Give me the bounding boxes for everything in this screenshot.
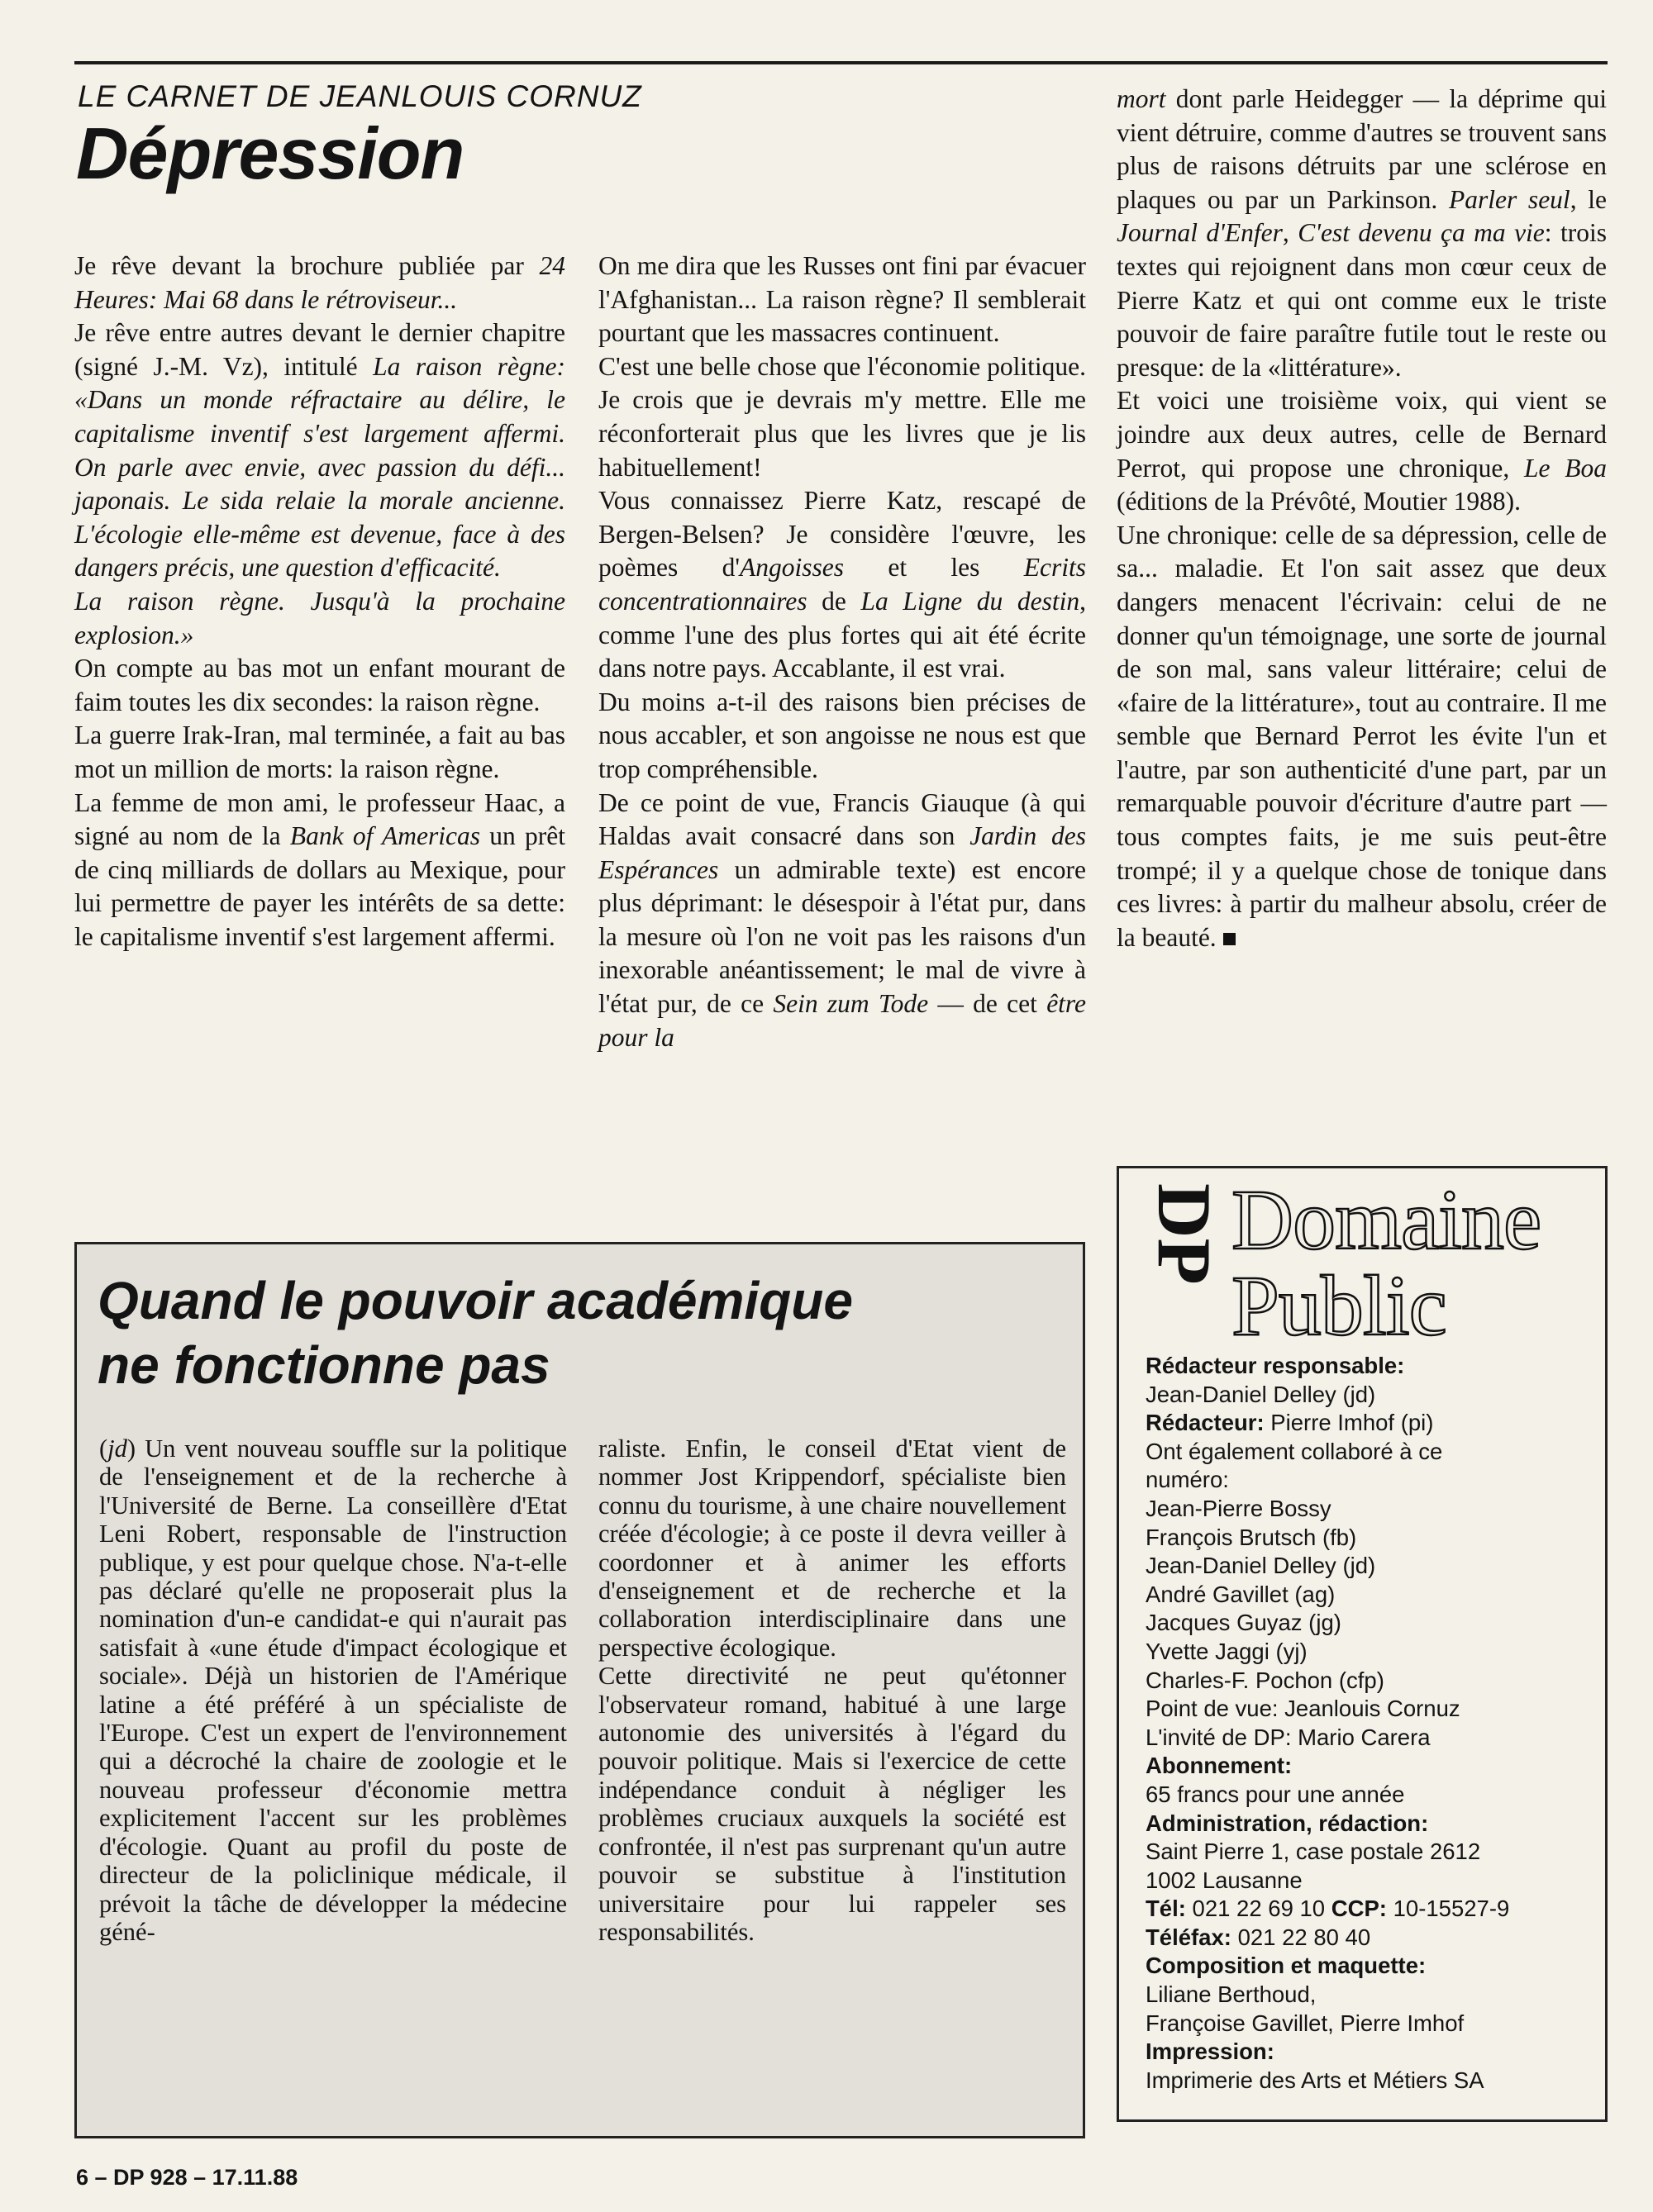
- dp-logo-words: [1231, 1173, 1541, 1353]
- masthead-line: [1146, 1724, 1596, 1753]
- masthead-label: Composition et maquette:: [1146, 1953, 1427, 1979]
- masthead-label: Tél:: [1146, 1896, 1186, 1922]
- paragraph: La femme de mon ami, le professeur Haac, a signé au nom de la Bank of Americas un prêt de cinq milliards de dollars au Mexique, pour lui permettre de payer les intérêts de sa dette: le capitalisme inventif s'est largement affermi.: [74, 787, 565, 951]
- masthead-line: [1146, 1781, 1596, 1810]
- masthead-line: [1146, 2010, 1596, 2038]
- paragraph: C'est une belle chose que l'économie politique. Je crois que je devrais m'y mettre. Elle me réconforterait plus que les livres que je lis habituellement!: [598, 351, 1086, 482]
- paragraph: Je rêve devant la brochure publiée par 24 Heures: Mai 68 dans le rétroviseur...: [74, 251, 565, 314]
- masthead-text: Pierre Imhof (pi): [1264, 1410, 1434, 1436]
- masthead-line: [1146, 1638, 1596, 1667]
- article-column-3: [1117, 83, 1607, 954]
- masthead-line: [1146, 1466, 1596, 1495]
- box-title: [98, 1268, 853, 1397]
- logo-word-domaine: Domaine: [1231, 1173, 1541, 1268]
- masthead-line: [1146, 2038, 1596, 2067]
- paragraph: raliste. Enfin, le conseil d'Etat vient de nommer Jost Krippendorf, spécialiste bien connu du tourisme, à une chaire nouvellement créée d'écologie; à ce poste il devra veiller à coordonner et à animer les efforts d'enseignement et de recherche et la collaboration interdisciplinaire dans une perspective écologique.: [598, 1434, 1066, 1662]
- page-folio: 6 – DP 928 – 17.11.88: [76, 2165, 298, 2190]
- paragraph: On me dira que les Russes ont fini par évacuer l'Afghanistan... La raison règne? Il semblerait pourtant que les massacres continuent.: [598, 251, 1086, 348]
- masthead-label: Rédacteur:: [1146, 1410, 1265, 1436]
- masthead-line: [1146, 1495, 1596, 1524]
- masthead-text: Ont également collaboré à ce: [1146, 1438, 1443, 1464]
- masthead-label: CCP:: [1331, 1896, 1387, 1922]
- masthead-line: [1146, 1952, 1596, 1981]
- masthead-line: [1146, 1438, 1596, 1467]
- masthead-credits: [1146, 1352, 1596, 2095]
- masthead-text: Jean-Daniel Delley (jd): [1146, 1381, 1376, 1407]
- masthead-text: 021 22 69 10: [1185, 1896, 1331, 1922]
- masthead-label: Administration, rédaction:: [1146, 1810, 1429, 1836]
- paragraph: mort dont parle Heidegger — la déprime qui vient détruire, comme d'autres se trouvent sans plus de raisons détruits par une sclérose en plaques ou par un Parkinson. Parler seul, le Journal d'Enfer, C'est devenu ça ma vie: trois textes qui rejoignent dans mon cœur ceux de Pierre Katz et qui ont comme eux le triste pouvoir de faire paraître futile tout le reste ou presque: de la «littérature».: [1117, 84, 1608, 382]
- article-column-2: [598, 250, 1086, 1054]
- paragraph: Du moins a-t-il des raisons bien précises de nous accabler, et son angoisse ne nous est que trop compréhensible.: [598, 687, 1086, 783]
- masthead-text: André Gavillet (ag): [1146, 1581, 1336, 1607]
- paragraph: De ce point de vue, Francis Giauque (à qui Haldas avait consacré dans son Jardin des Espérances un admirable texte) est encore plus déprimant: le désespoir à l'état pur, dans la mesure où l'on ne voit pas les raisons d'un inexorable anéantissement; le mal de vivre à l'état pur, de ce Sein zum Tode — de cet être pour la: [598, 787, 1087, 1052]
- paragraph: Cette directivité ne peut qu'étonner l'observateur romand, habitué à une large autonomie des universités à l'égard du pouvoir politique. Mais si l'exercice de cette indépendance conduit à négliger les problèmes cruciaux auxquels la société est confrontée, il n'est pas surprenant qu'un autre pouvoir se substitue à l'institution universitaire pour lui rappeler ses responsabilités.: [598, 1662, 1066, 1946]
- masthead-text: numéro:: [1146, 1467, 1229, 1493]
- masthead-line: [1146, 1810, 1596, 1839]
- masthead-text: L'invité de DP: Mario Carera: [1146, 1724, 1431, 1750]
- masthead-text: Jean-Pierre Bossy: [1146, 1495, 1331, 1521]
- masthead-label: Abonnement:: [1146, 1753, 1293, 1779]
- masthead-label: Rédacteur responsable:: [1146, 1353, 1405, 1378]
- masthead-line: [1146, 2067, 1596, 2095]
- masthead-line: [1146, 1581, 1596, 1610]
- box-column-2: [598, 1434, 1066, 1946]
- masthead-line: [1146, 1352, 1596, 1381]
- paragraph: Une chronique: celle de sa dépression, celle de sa... maladie. Et l'on sait assez que deux dangers menacent l'écrivain: celui de ne donner qu'un témoignage, une sorte de journal de son mal, sans valeur littéraire; celui de «faire de la littérature», tout au contraire. Il me semble que Bernard Perrot les évite l'un et l'autre, par son authenticité d'une part, par un remarquable pouvoir d'écriture d'autre part — tous comptes faits, je me suis peut-être trompé; il y a quelque chose de tonique dans ces livres: à partir du malheur absolu, créer de la beauté.: [1117, 520, 1607, 952]
- masthead-text: Charles-F. Pochon (cfp): [1146, 1667, 1384, 1693]
- masthead-text: Yvette Jaggi (yj): [1146, 1638, 1308, 1664]
- top-rule: [74, 61, 1608, 64]
- masthead-line: [1146, 1609, 1596, 1638]
- masthead-text: 1002 Lausanne: [1146, 1867, 1303, 1893]
- masthead-text: Point de vue: Jeanlouis Cornuz: [1146, 1696, 1460, 1722]
- box-title-line: ne fonctionne pas: [98, 1335, 550, 1395]
- column-kicker: LE CARNET DE JEANLOUIS CORNUZ: [78, 79, 642, 113]
- masthead-line: [1146, 1695, 1596, 1724]
- masthead-line: [1146, 1867, 1596, 1896]
- paragraph: On compte au bas mot un enfant mourant de faim toutes les dix secondes: la raison règne.: [74, 654, 565, 716]
- masthead-text: Françoise Gavillet, Pierre Imhof: [1146, 2010, 1465, 2036]
- masthead-text: Liliane Berthoud,: [1146, 1981, 1317, 2008]
- article-column-1: [74, 250, 565, 954]
- paragraph: La guerre Irak-Iran, mal terminée, a fait au bas mot un million de morts: la raison règne.: [74, 721, 565, 783]
- paragraph: Et voici une troisième voix, qui vient se joindre aux deux autres, celle de Bernard Perrot, qui propose une chronique, Le Boa (éditions de la Prévôté, Moutier 1988).: [1117, 386, 1607, 516]
- end-of-article-mark: [1223, 933, 1236, 945]
- dp-logo-letters: [1139, 1183, 1227, 1349]
- article-title: Dépression: [76, 112, 464, 194]
- masthead-text: 021 22 80 40: [1231, 1924, 1371, 1950]
- dp-logo-text: DP: [1142, 1183, 1227, 1285]
- masthead-line: [1146, 1838, 1596, 1867]
- masthead-line: [1146, 1924, 1596, 1953]
- masthead-line: [1146, 1552, 1596, 1581]
- masthead-text: Jacques Guyaz (jg): [1146, 1610, 1341, 1636]
- masthead-line: [1146, 1667, 1596, 1696]
- masthead-text: 65 francs pour une année: [1146, 1781, 1405, 1807]
- paragraph: Je rêve entre autres devant le dernier chapitre (signé J.-M. Vz), intitulé La raison règne: «Dans un monde réfractaire au délire, le capitalisme inventif s'est largement affermi. On parle avec envie, avec passion du défi... japonais. Le sida relaie la morale ancienne. L'écologie elle-même est devenue, face à des dangers précis, une question d'efficacité.: [74, 318, 566, 583]
- masthead-label: Impression:: [1146, 2038, 1274, 2065]
- box-title-line: Quand le pouvoir académique: [98, 1271, 853, 1330]
- masthead-text: Saint Pierre 1, case postale 2612: [1146, 1839, 1481, 1865]
- masthead-text: 10-15527-9: [1386, 1896, 1510, 1922]
- masthead-text: Imprimerie des Arts et Métiers SA: [1146, 2067, 1484, 2093]
- masthead-line: [1146, 1381, 1596, 1410]
- masthead-text: Jean-Daniel Delley (jd): [1146, 1553, 1376, 1579]
- masthead-text: François Brutsch (fb): [1146, 1524, 1357, 1550]
- box-column-1: [99, 1434, 567, 1946]
- logo-word-public: Public: [1231, 1258, 1446, 1353]
- masthead-label: Téléfax:: [1146, 1924, 1231, 1950]
- masthead-line: [1146, 1752, 1596, 1781]
- paragraph: (jd) Un vent nouveau souffle sur la politique de l'enseignement et de la recherche à l'Université de Berne. La conseillère d'Etat Leni Robert, responsable de l'instruction publique, y est pour quelque chose. N'a-t-elle pas déclaré qu'elle ne proposerait plus la nomination d'un-e candidat-e qui n'aurait pas satisfait à «une étude d'impact écologique et sociale». Déjà un historien de l'Amérique latine a été préféré à un spécialiste de l'Europe. C'est un expert de l'environnement qui a décroché la chaire de zoologie et le nouveau professeur d'économie mettra explicitement l'accent sur les problèmes d'écologie. Quant au profil du poste de directeur de la policlinique médicale, il prévoit la tâche de développer la médecine géné-: [99, 1434, 567, 1946]
- masthead-line: [1146, 1524, 1596, 1553]
- masthead-line: [1146, 1895, 1596, 1924]
- paragraph: La raison règne. Jusqu'à la prochaine explosion.»: [74, 586, 565, 649]
- masthead-line: [1146, 1981, 1596, 2010]
- masthead-line: [1146, 1409, 1596, 1438]
- paragraph: Vous connaissez Pierre Katz, rescapé de Bergen-Belsen? Je considère l'œuvre, les poèmes d'Angoisses et les Ecrits concentrationnaires de La Ligne du destin, comme l'une des plus fortes qui ait été écrite dans notre pays. Accablante, il est vrai.: [598, 486, 1087, 683]
